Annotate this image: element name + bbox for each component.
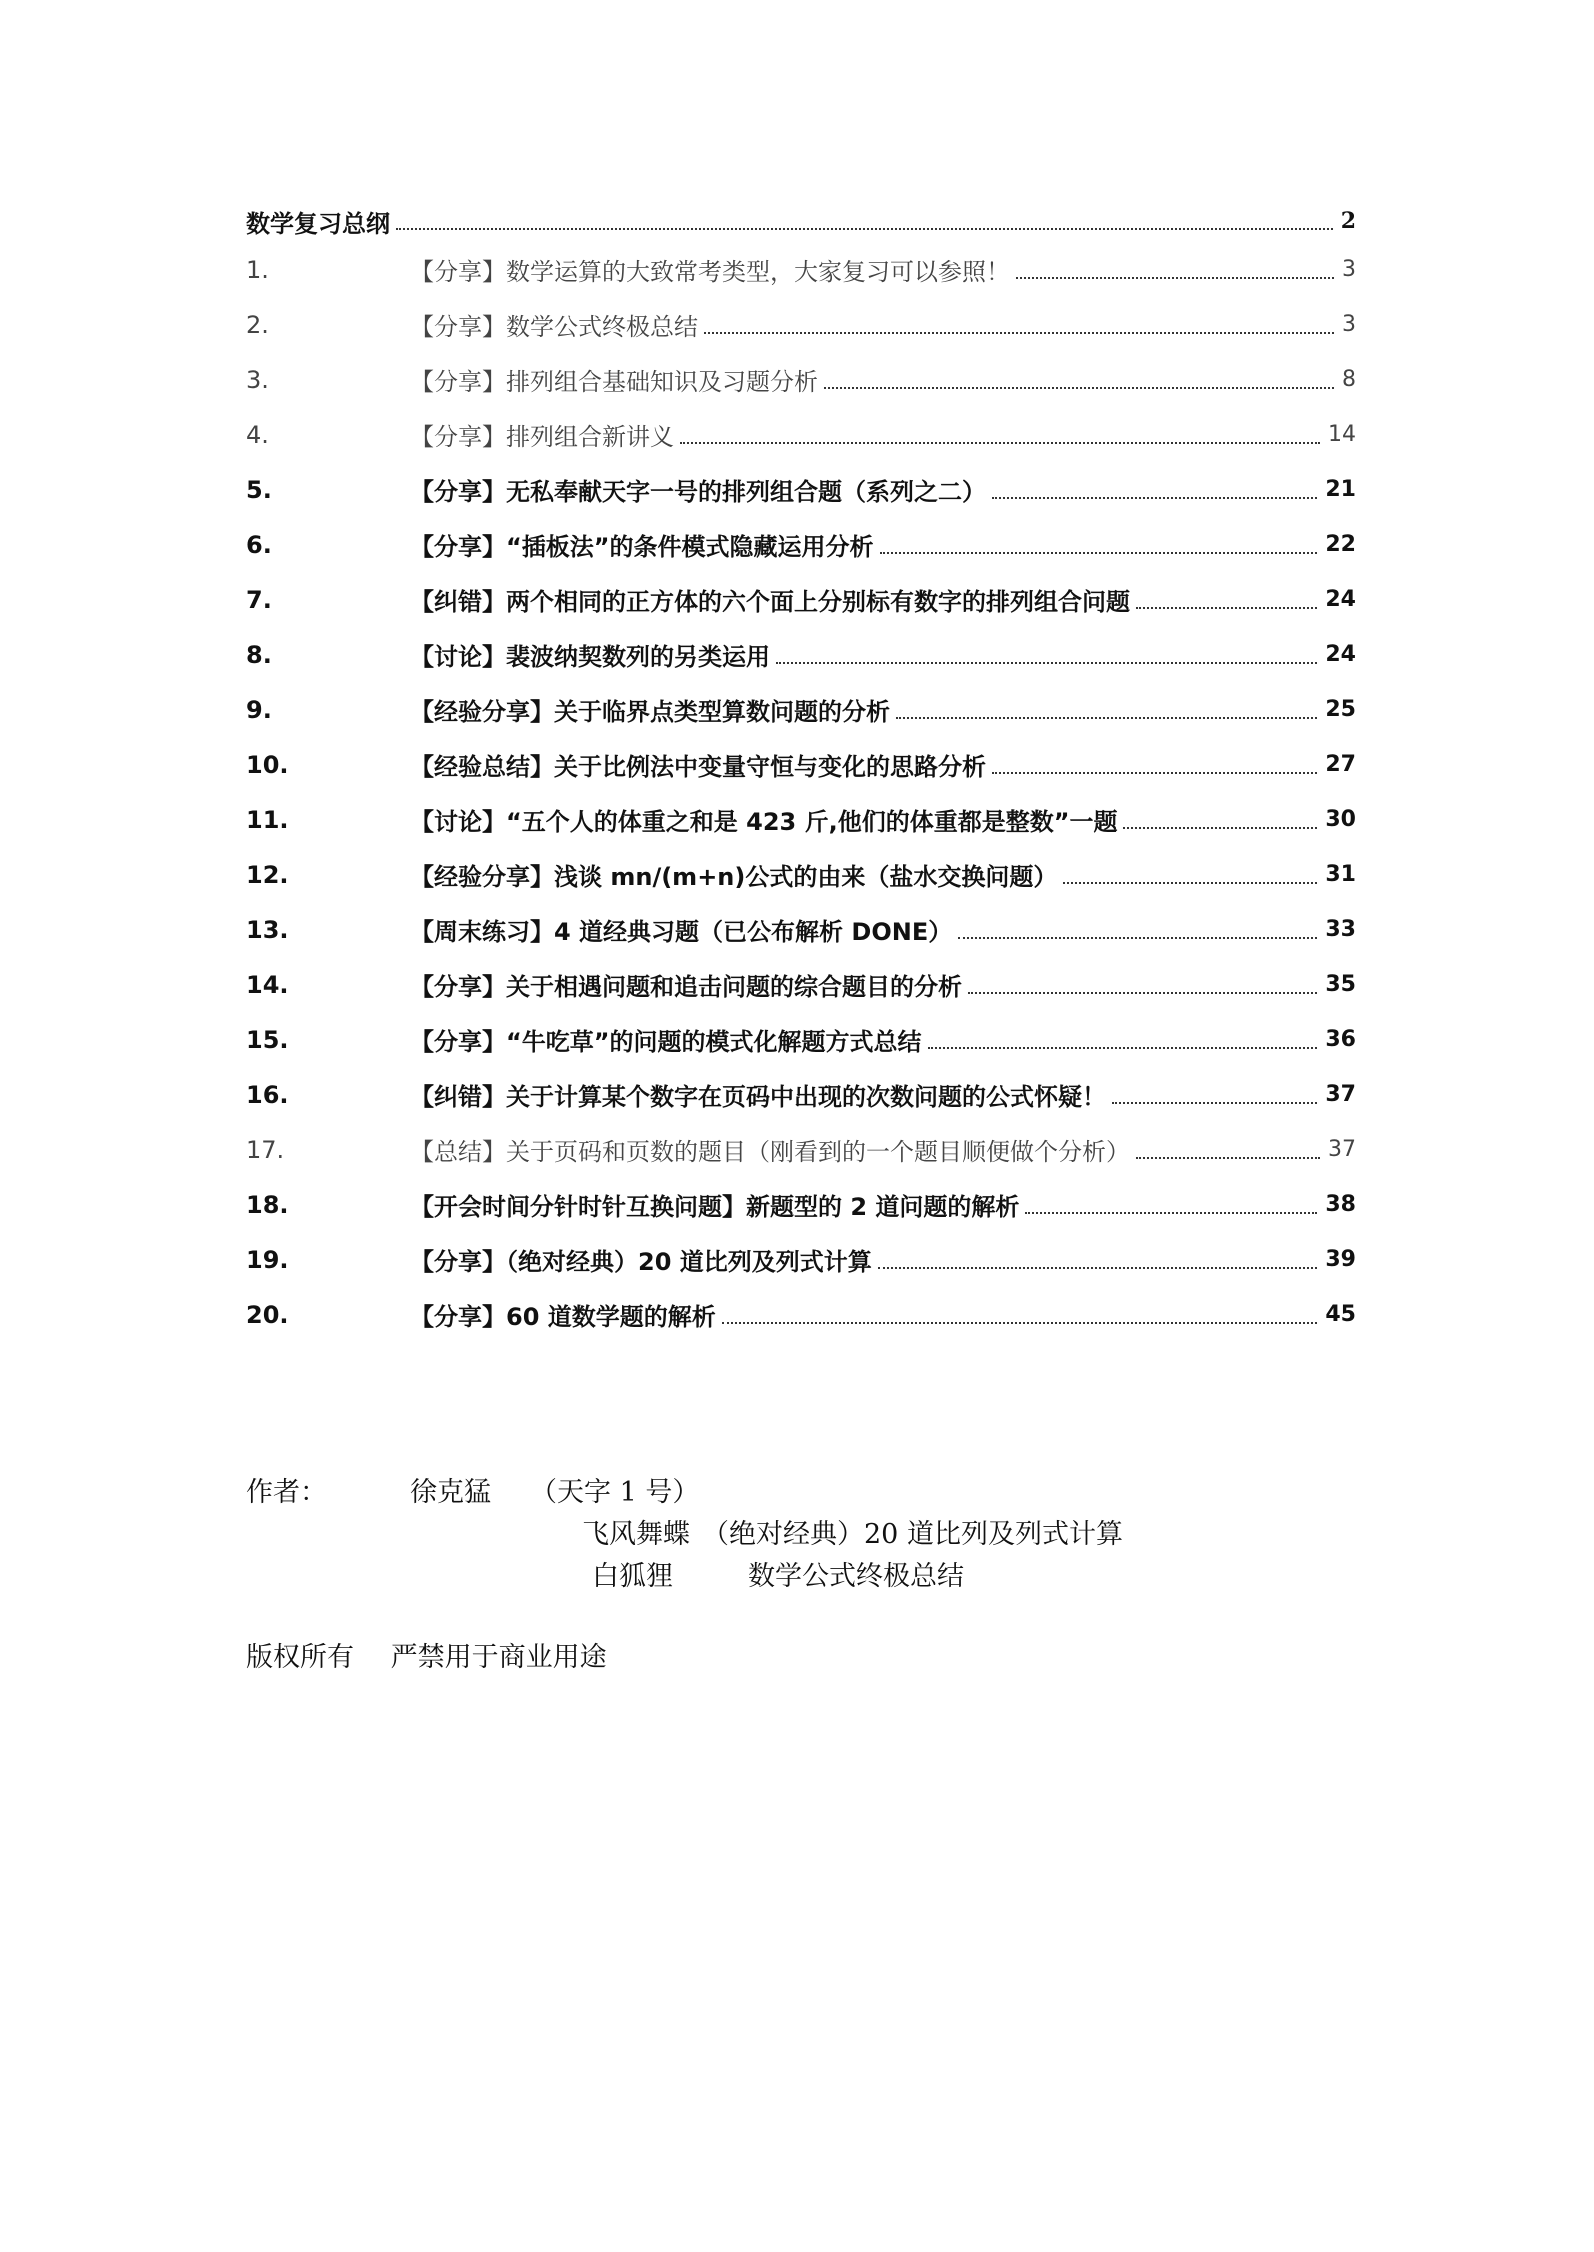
dot-leader [1123, 827, 1317, 829]
dot-leader [958, 937, 1317, 939]
toc-entry[interactable] [246, 1067, 1356, 1122]
toc-entry-label: 【讨论】“五个人的体重之和是 423 斤,他们的体重都是整数”一题 [410, 802, 1123, 837]
toc-entry-number: 6. [246, 530, 272, 559]
toc-page-number: 8 [1342, 367, 1356, 392]
dot-leader [1016, 277, 1334, 279]
toc-entry-number: 14. [246, 970, 289, 999]
copyright-label: 版权所有 [246, 1642, 354, 1673]
toc-entry-label: 【分享】“插板法”的条件模式隐藏运用分析 [410, 527, 880, 562]
toc-entry-number: 1. [246, 255, 269, 284]
toc-entry[interactable] [246, 297, 1356, 352]
dot-leader [1063, 882, 1317, 884]
toc-entry[interactable] [246, 792, 1356, 847]
toc-entry[interactable] [246, 682, 1356, 737]
toc-page-number: 14 [1328, 422, 1356, 447]
dot-leader [1136, 607, 1317, 609]
toc-entry-label: 【分享】排列组合基础知识及习题分析 [410, 362, 824, 397]
toc-page-number: 45 [1325, 1302, 1356, 1327]
dot-leader [776, 662, 1317, 664]
toc-entry[interactable] [246, 352, 1356, 407]
toc-entry-number: 12. [246, 860, 289, 889]
dot-leader [896, 717, 1317, 719]
toc-entry-number: 13. [246, 915, 289, 944]
toc-entry-label: 【周末练习】4 道经典习题（已公布解析 DONE） [410, 912, 958, 947]
author-name: 飞风舞蝶 [582, 1519, 690, 1550]
toc-entry-label: 【纠错】两个相同的正方体的六个面上分别标有数字的排列组合问题 [410, 582, 1136, 617]
toc-page-number: 38 [1325, 1192, 1356, 1217]
author-note: （天字 1 号） [530, 1477, 700, 1508]
toc-entry[interactable] [246, 1232, 1356, 1287]
toc-entry-label: 【开会时间分针时针互换问题】新题型的 2 道问题的解析 [410, 1187, 1025, 1222]
toc-page-number: 24 [1325, 587, 1356, 612]
toc-entry-number: 20. [246, 1300, 289, 1329]
toc-entry[interactable] [246, 957, 1356, 1012]
toc-entry-number: 7. [246, 585, 272, 614]
table-of-contents [246, 200, 1356, 1342]
toc-entry-label: 【分享】数学运算的大致常考类型，大家复习可以参照！ [410, 252, 1016, 287]
toc-entry[interactable] [246, 1122, 1356, 1177]
copyright-notice [246, 1635, 607, 1674]
toc-entry-number: 18. [246, 1190, 289, 1219]
dot-leader [680, 442, 1320, 444]
toc-page-number: 3 [1342, 257, 1356, 282]
toc-page-number: 37 [1328, 1137, 1356, 1162]
toc-page-number: 21 [1325, 477, 1356, 502]
toc-entry[interactable] [246, 902, 1356, 957]
toc-entry[interactable] [246, 1287, 1356, 1342]
toc-entry-number: 3. [246, 365, 269, 394]
dot-leader [1136, 1157, 1320, 1159]
toc-entry-number: 16. [246, 1080, 289, 1109]
toc-entry-number: 5. [246, 475, 272, 504]
toc-entry[interactable] [246, 737, 1356, 792]
author-name: 徐克猛 [410, 1477, 491, 1508]
dot-leader [992, 772, 1317, 774]
toc-entry-number: 9. [246, 695, 272, 724]
toc-page-number: 24 [1325, 642, 1356, 667]
toc-page-number: 25 [1325, 697, 1356, 722]
toc-page-number: 35 [1325, 972, 1356, 997]
toc-entry-label: 【分享】排列组合新讲义 [410, 417, 680, 452]
toc-entry[interactable] [246, 572, 1356, 627]
toc-entry-label: 【分享】关于相遇问题和追击问题的综合题目的分析 [410, 967, 968, 1002]
toc-page-number: 39 [1325, 1247, 1356, 1272]
toc-entry-number: 8. [246, 640, 272, 669]
toc-entry-label: 【分享】（绝对经典）20 道比列及列式计算 [410, 1242, 878, 1277]
toc-page-number: 3 [1342, 312, 1356, 337]
toc-entry[interactable] [246, 1012, 1356, 1067]
dot-leader [824, 387, 1334, 389]
dot-leader [992, 497, 1317, 499]
author-name: 白狐狸 [592, 1561, 673, 1592]
toc-entry[interactable] [246, 462, 1356, 517]
toc-page-number: 31 [1325, 862, 1356, 887]
toc-entry[interactable] [246, 847, 1356, 902]
toc-entry[interactable] [246, 242, 1356, 297]
toc-entry-number: 4. [246, 420, 269, 449]
toc-entry-label: 【经验总结】关于比例法中变量守恒与变化的思路分析 [410, 747, 992, 782]
toc-entry-number: 2. [246, 310, 269, 339]
toc-page-number: 22 [1325, 532, 1356, 557]
toc-entry-number: 19. [246, 1245, 289, 1274]
toc-entry-label: 【分享】数学公式终极总结 [410, 307, 704, 342]
author-note: 数学公式终极总结 [748, 1561, 964, 1592]
toc-entry[interactable] [246, 517, 1356, 572]
toc-entry[interactable] [246, 407, 1356, 462]
toc-page-number: 2 [1340, 208, 1356, 234]
toc-entry[interactable] [246, 1177, 1356, 1232]
dot-leader [396, 228, 1333, 230]
dot-leader [928, 1047, 1318, 1049]
toc-page-number: 36 [1325, 1027, 1356, 1052]
toc-title: 数学复习总纲 [246, 204, 396, 239]
toc-entry-label: 【纠错】关于计算某个数字在页码中出现的次数问题的公式怀疑！ [410, 1077, 1112, 1112]
toc-entry-number: 17. [246, 1135, 285, 1164]
toc-entry-label: 【讨论】裴波纳契数列的另类运用 [410, 637, 776, 672]
dot-leader [880, 552, 1318, 554]
toc-page-number: 27 [1325, 752, 1356, 777]
toc-page-number: 37 [1325, 1082, 1356, 1107]
toc-entry[interactable] [246, 627, 1356, 682]
toc-page-number: 33 [1325, 917, 1356, 942]
toc-entry-number: 10. [246, 750, 289, 779]
dot-leader [1112, 1102, 1317, 1104]
dot-leader [704, 332, 1334, 334]
toc-entry-label: 【分享】“牛吃草”的问题的模式化解题方式总结 [410, 1022, 928, 1057]
dot-leader [722, 1322, 1318, 1324]
toc-title-row[interactable] [246, 200, 1356, 242]
copyright-text: 严禁用于商业用途 [390, 1642, 607, 1673]
toc-entry-label: 【经验分享】浅谈 mn/(m+n)公式的由来（盐水交换问题） [410, 857, 1063, 892]
toc-entry-label: 【分享】60 道数学题的解析 [410, 1297, 722, 1332]
toc-entry-number: 11. [246, 805, 289, 834]
toc-page-number: 30 [1325, 807, 1356, 832]
author-note: （绝对经典）20 道比列及列式计算 [702, 1519, 1123, 1550]
authors-heading: 作者： [246, 1477, 327, 1508]
toc-entry-label: 【总结】关于页码和页数的题目（刚看到的一个题目顺便做个分析） [410, 1132, 1136, 1167]
toc-entry-label: 【经验分享】关于临界点类型算数问题的分析 [410, 692, 896, 727]
toc-entry-number: 15. [246, 1025, 289, 1054]
dot-leader [1025, 1212, 1317, 1214]
dot-leader [878, 1267, 1318, 1269]
dot-leader [968, 992, 1317, 994]
toc-entry-label: 【分享】无私奉献天字一号的排列组合题（系列之二） [410, 472, 992, 507]
